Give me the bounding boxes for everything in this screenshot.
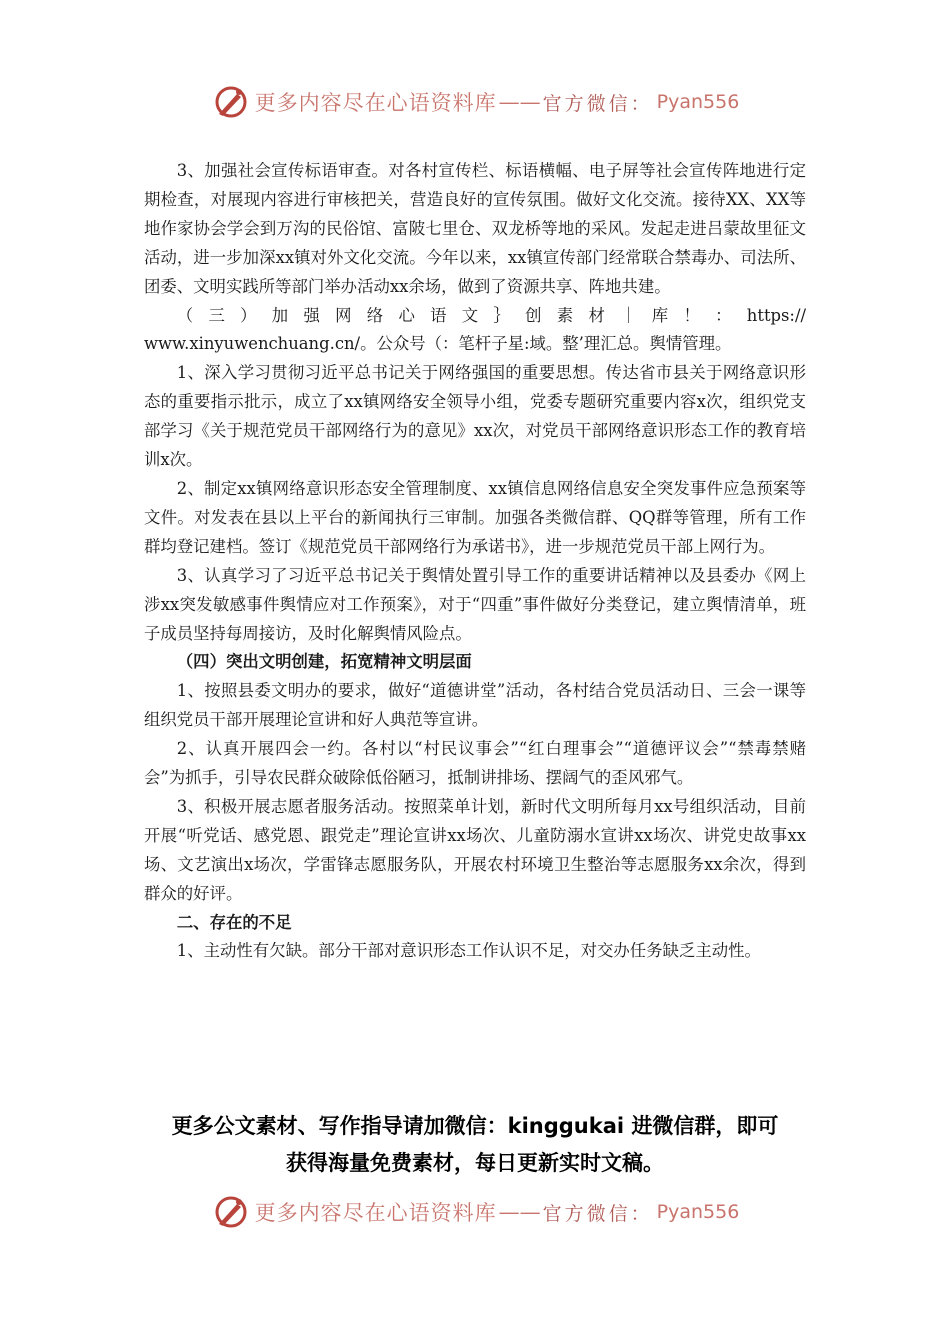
paragraph: 3、积极开展志愿者服务活动。按照菜单计划，新时代文明所每月xx号组织活动，目前开展“听党话、感党恩、跟党走”理论宣讲xx场次、儿童防溺水宣讲xx场次、讲党史故事xx场、文艺演出x场次，学雷锋志愿服务队，开展农村环境卫生整治等志愿服务xx余次，得到群众的好评。 <box>144 796 806 903</box>
paragraph-url: www.xinyuwenchuang.cn/。公众号（：笔杆子星:域。整’理汇总。舆情管理。 <box>144 334 732 354</box>
promo-text <box>0 1108 950 1182</box>
section-heading-3: （三）加强网络心语文｝创素材｜库！：https:// <box>176 305 806 325</box>
promo-line-2: 获得海量免费素材，每日更新实时文稿。 <box>286 1151 664 1175</box>
footer-banner <box>0 1190 950 1234</box>
pen-logo-icon <box>211 82 251 122</box>
banner-separator: —— <box>498 1200 541 1224</box>
paragraph: 1、主动性有欠缺。部分干部对意识形态工作认识不足，对交办任务缺乏主动性。 <box>176 941 761 961</box>
pen-logo-icon <box>211 1192 251 1232</box>
paragraph: 3、加强社会宣传标语审查。对各村宣传栏、标语横幅、电子屏等社会宣传阵地进行定期检查，对展现内容进行审核把关，营造良好的宣传氛围。做好文化交流。接待XX、XX等地作家协会学会到万沟的民俗馆、富陂七里仓、双龙桥等地的采风。发起走进吕蒙故里征文活动，进一步加深xx镇对外文化交流。今年以来，xx镇宣传部门经常联合禁毒办、司法所、团委、文明实践所等部门举办活动xx余场，做到了资源共享、阵地共建。 <box>144 161 806 296</box>
header-banner <box>0 80 950 124</box>
paragraph: 1、深入学习贯彻习近平总书记关于网络强国的重要思想。传达省市县关于网络意识形态的重要指示批示，成立了xx镇网络安全领导小组，党委专题研究重要内容x次，组织党支部学习《关于规范党员干部网络行为的意见》xx次，对党员干部网络意识形态工作的教育培训x次。 <box>144 363 806 470</box>
paragraph: 3、认真学习了习近平总书记关于舆情处置引导工作的重要讲话精神以及县委办《网上涉xx突发敏感事件舆情应对工作预案》，对于“四重”事件做好分类登记，建立舆情清单，班子成员坚持每周接访，及时化解舆情风险点。 <box>144 565 806 643</box>
section-heading-4: （四）突出文明创建，拓宽精神文明层面 <box>176 652 472 672</box>
paragraph: 2、认真开展四会一约。各村以“村民议事会”“红白理事会”“道德评议会”“禁毒禁赌会”为抓手，引导农民群众破除低俗陋习，抵制讲排场、摆阔气的歪风邪气。 <box>144 739 806 788</box>
banner-wechat-id: Pyan556 <box>656 1201 740 1223</box>
banner-official-label: 官方微信： <box>542 1202 653 1225</box>
paragraph: 1、按照县委文明办的要求，做好“道德讲堂”活动，各村结合党员活动日、三会一课等组织党员干部开展理论宣讲和好人典范等宣讲。 <box>144 681 806 730</box>
promo-line-1: 更多公文素材、写作指导请加微信：kinggukai 进微信群，即可 <box>171 1114 779 1138</box>
paragraph: 2、制定xx镇网络意识形态安全管理制度、xx镇信息网络信息安全突发事件应急预案等文件。对发表在县以上平台的新闻执行三审制。加强各类微信群、QQ群等管理，所有工作群均登记建档。签订《规范党员干部网络行为承诺书》，进一步规范党员干部上网行为。 <box>144 478 806 556</box>
document-body <box>144 157 806 966</box>
banner-official-label: 官方微信： <box>542 92 653 115</box>
banner-title: 更多内容尽在心语资料库 <box>254 91 497 115</box>
banner-wechat-id: Pyan556 <box>656 91 740 113</box>
section-heading-2: 二、存在的不足 <box>176 912 292 932</box>
banner-separator: —— <box>498 90 541 114</box>
banner-title: 更多内容尽在心语资料库 <box>254 1201 497 1225</box>
